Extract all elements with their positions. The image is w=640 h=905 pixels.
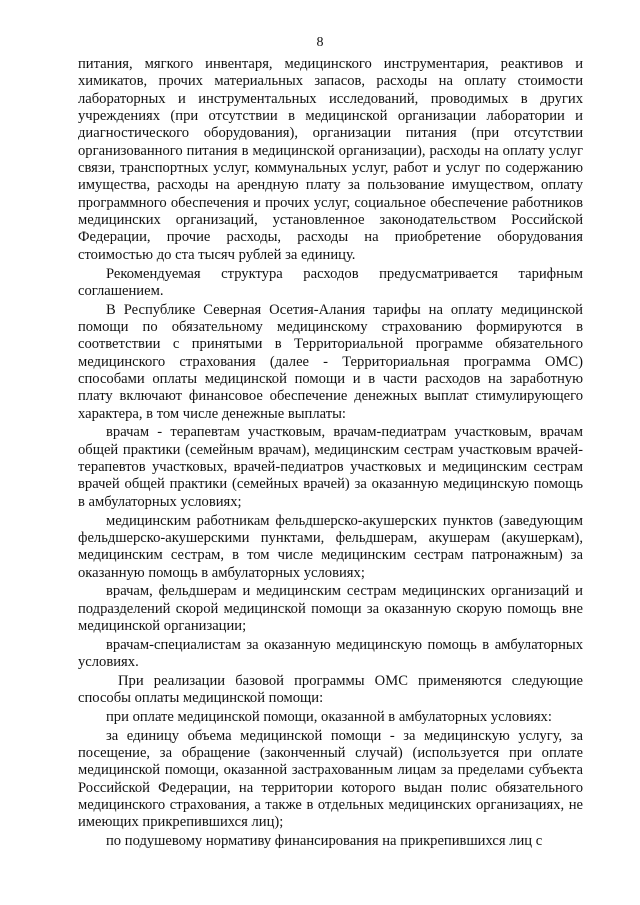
paragraph-payments-fap-workers: медицинским работникам фельдшерско-акушерских пунктов (заведующим фельдшерско-акушерскими пунктами, фельдшерам, акушерам (акушеркам), медицинским сестрам, в том числе медицинским сестрам патронажным) за оказанную помощь в амбулаторных условиях; [78, 512, 583, 581]
paragraph-expenses-continuation: питания, мягкого инвентаря, медицинского инструментария, реактивов и химикатов, прочих материальных запасов, расходы на оплату стоимости лабораторных и инструментальных исследований, проводимых в других учреждениях (при отсутствии в медицинской организации лаборатории и диагностического оборудования), организации питания (при отсутствии организованного питания в медицинской организации), расходы на оплату услуг связи, транспортных услуг, коммунальных услуг, работ и услуг по содержанию имущества, расходы на арендную плату за пользование имуществом, оплату программного обеспечения и прочих услуг, социальное обеспечение работников медицинских организаций, установленное законодательством Российской Федерации, прочие расходы, расходы на приобретение оборудования стоимостью до ста тысяч рублей за единицу. [78, 56, 583, 263]
paragraph-payment-methods-intro: При реализации базовой программы ОМС применяются следующие способы оплаты медицинской помощи: [78, 672, 583, 707]
paragraph-payments-district-doctors: врачам - терапевтам участковым, врачам-педиатрам участковым, врачам общей практики (семейным врачам), медицинским сестрам участковым врачей-терапевтов участковых, врачей-педиатров участковых и медицинским сестрам врачей общей практики (семейных врачей) за оказанную медицинскую помощь в амбулаторных условиях; [78, 424, 583, 510]
document-body [78, 56, 583, 852]
paragraph-payments-specialists: врачам-специалистам за оказанную медицинскую помощь в амбулаторных условиях. [78, 636, 583, 671]
paragraph-outpatient-payment: при оплате медицинской помощи, оказанной в амбулаторных условиях: [106, 708, 552, 725]
paragraph-payments-emergency: врачам, фельдшерам и медицинским сестрам медицинских организаций и подразделений скорой медицинской помощи за оказанную скорую помощь вне медицинской организации; [78, 583, 583, 634]
paragraph-per-unit-volume: за единицу объема медицинской помощи - за медицинскую услугу, за посещение, за обращение (законченный случай) (используется при оплате медицинской помощи, оказанной застрахованным лицам за пределами субъекта Российской Федерации, на территории которого выдан полис обязательного медицинского страхования, а также в отдельных медицинских организациях, не имеющих прикрепившихся лиц); [78, 727, 583, 831]
paragraph-tariffs-formation: В Республике Северная Осетия-Алания тарифы на оплату медицинской помощи по обязательному медицинскому страхованию формируются в соответствии с принятыми в Территориальной программе обязательного медицинского страхования (далее - Территориальная программа ОМС) способами оплаты медицинской помощи и в части расходов на заработную плату включают финансовое обеспечение денежных выплат стимулирующего характера, в том числе денежные выплаты: [78, 301, 583, 422]
page-number: 8 [316, 35, 324, 50]
paragraph-recommended-structure: Рекомендуемая структура расходов предусматривается тарифным соглашением. [78, 265, 583, 299]
paragraph-per-capita-standard: по подушевому нормативу финансирования на прикрепившихся лиц с [106, 833, 543, 850]
